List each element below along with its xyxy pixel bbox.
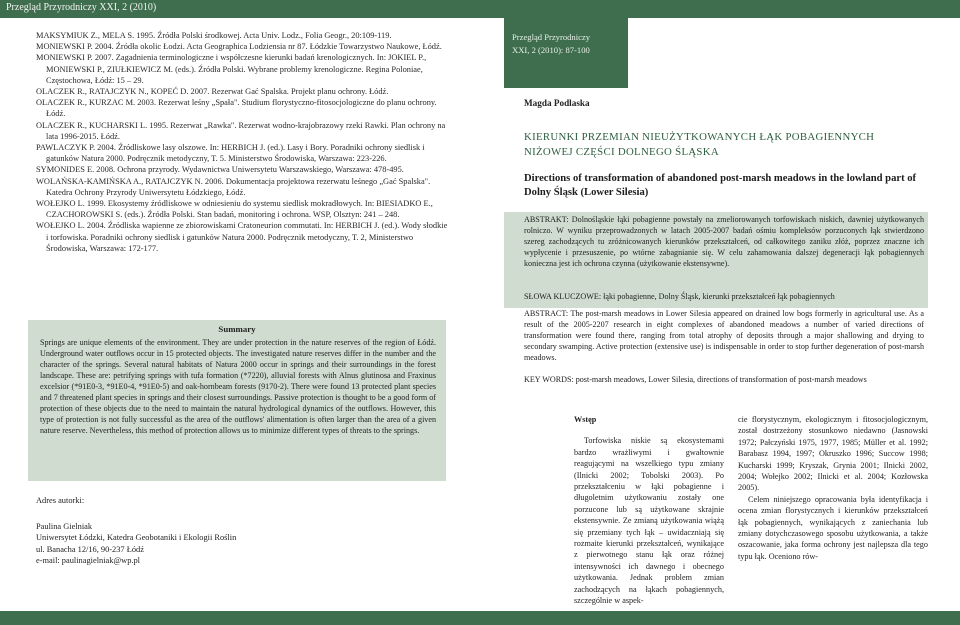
running-header (0, 0, 960, 18)
reference-item: OLACZEK R., KUCHARSKI L. 1995. Rezerwat „Rawka". Rezerwat wodno-krajobrazowy rzeki Rawki. Plan ochrony na lata 1996-2015. Łódź. (36, 120, 446, 141)
body-paragraph: cie florystycznym, ekologicznym i fitosocjologicznym, został dostrzeżony stosunkowo niedawno (Jasnowski 1972; Pałczyński 1975, 1977, 1985; Müller et al. 1992; Barabasz 1994, 1997; Okruszko 1996; Succow 1998; Kucharski 1999; Kryszak, Grynia 2001; Ilnicki 2002, 2004; Wołejko 2002; Ilnicki et al. 2004; Kozłowska 2005). (738, 415, 928, 493)
article-author: Magda Podlaska (524, 98, 590, 108)
body-paragraph: Celem niniejszego opracowania była identyfikacja i ocena zmian florystycznych i kierunków przekształceń łąk pobagiennych, wynikających z zaniechania lub zmiany dotychczasowego sposobu użytkowania, a także oszacowanie, jaka forma ochrony jest najlepsza dla tego typu łąk. Oceniono rów- (738, 494, 928, 561)
reference-item: PAWLACZYK P. 2004. Źródliskowe lasy olszowe. In: HERBICH J. (ed.). Lasy i Bory. Poradniki ochrony siedlisk i gatunków Natura 2000. Podręcznik metodyczny, T. 5. Ministerstwo Środowiska, Warszawa: 223-226. (36, 143, 425, 164)
reference-item: SYMONIDES E. 2008. Ochrona przyrody. Wydawnictwa Uniwersytetu Warszawskiego, Warszawa: 478-495. (36, 165, 404, 175)
body-column-1 (574, 414, 724, 607)
author-street: ul. Banacha 12/16, 90-237 Łódź (36, 544, 144, 554)
article-title-en: Directions of transformation of abandoned post-marsh meadows in the lowland part of Dolny Śląsk (Lower Silesia) (524, 173, 917, 198)
reference-item: WOŁEJKO L. 1999. Ekosystemy źródliskowe w odniesieniu do systemu siedlisk mokradłowych. In: BIESIADKO E., CZACHOROWSKI S. (eds.). Źródła Polski. Stan badań, monitoring i ochrona. WSP, Olsztyn: 241 – 248. (36, 199, 433, 220)
reference-item: MONIEWSKI P. 2004. Źródła okolic Łodzi. Acta Geographica Lodziensia nr 87. Łódzkie Towarzystwo Naukowe, Łódź. (36, 42, 442, 52)
reference-item: WOLAŃSKA-KAMIŃSKA A., RATAJCZYK N. 2006. Dokumentacja projektowa rezerwatu leśnego „Gać Spalska". Katedra Ochrony Przyrody Uniwersytetu Łódzkiego, Łódź. (36, 176, 431, 197)
reference-item: MAKSYMIUK Z., MELA S. 1995. Źródła Polski środkowej. Acta Univ. Lodz., Folia Geogr., 20:109-119. (36, 31, 392, 40)
article-title-pl: KIERUNKI PRZEMIAN NIEUŻYTKOWANYCH ŁĄK POBAGIENNYCH NIŻOWEJ CZĘŚCI DOLNEGO ŚLĄSKA (524, 131, 875, 158)
right-page (482, 18, 960, 608)
summary-title: Summary (218, 324, 256, 334)
reference-item: OLACZEK R., KURZAC M. 2003. Rezerwat leśny „Spała". Studium florystyczno-fitosocjologiczne do planu ochrony. Łódź. (36, 98, 437, 119)
body-column-2 (738, 414, 928, 562)
summary-text: Springs are unique elements of the environment. They are under protection in the nature reserves of the region of Łódź. Underground water outflows occur in 15 protected objects. The investigated nature reserves differ in the number and the character of the springs. Several natural habitats of Natura 2000 occur in springs and their surroundings in the forest landscape. These are: petrifying springs with tufa formation (*7220), alluvial forests with Alnus glutinosa and Fraxinus excelsior (*91E0-3, *91E0-4, *91E0-5) and oak-hornbeam forests (9170-2). There were found 13 protected plant species and 7 threatened plant species in springs and their closest surroundings. Passive protection is thought to be a good form of protection of these objects due to the need to maintain the natural hydrological dynamics of the outflows. However, this type of protection is not fully successful as the area of the outflows' alimentation is often larger than the area of a given nature reserve. Nevertheless, this method of protection allows us to minimize different types of threats to the springs. (40, 338, 436, 435)
keywords-en: KEY WORDS: post-marsh meadows, Lower Silesia, directions of transformation of post-marsh meadows (524, 375, 867, 384)
author-institution: Uniwersytet Łódzki, Katedra Geobotaniki i Ekologii Roślin (36, 533, 237, 542)
author-email: e-mail: paulinagielniak@wp.pl (36, 556, 140, 565)
reference-item: WOŁEJKO L. 2004. Źródliska wapienne ze zbiorowiskami Cratoneurion commutati. In: HERBICH J. (ed.). Wody słodkie i torfowiska. Poradniki ochrony siedlisk i gatunków Natura 2000. Podręcznik metodyczny, T. 2, Ministerstwo Środowiska, Warszawa: 172-177. (36, 221, 448, 253)
references-list (36, 30, 448, 254)
journal-info-box (504, 18, 628, 88)
left-page (0, 18, 478, 608)
summary-box (28, 320, 446, 481)
author-address (36, 495, 296, 567)
abstract-pl: ABSTRAKT: Dolnośląskie łąki pobagienne powstały na zmeliorowanych torfowiskach niskich, dawniej użytkowanych rolniczo. W wyniku przeprowadzonych w latach 2005-2007 badań ośmiu kompleksów porzuconych łąk stwierdzono szereg zachodzących tu zróżnicowanych kierunków przekształceń, od całkowitego zaniku złóż, poprzez znaczne ich wypłycenie i przesuszenie, po wtórne zabagnianie się. W celu zahamowania dalszej degeneracji łąk pobagiennych konieczna jest ich ochrona czynna (użytkowanie ekstensywne). (524, 215, 924, 268)
author-name: Paulina Gielniak (36, 521, 93, 531)
journal-issue: XXI, 2 (2010): 87-100 (512, 45, 590, 55)
running-title: Przegląd Przyrodniczy XXI, 2 (2010) (6, 2, 157, 13)
section-heading-intro: Wstęp (574, 415, 597, 424)
reference-item: MONIEWSKI P. 2007. Zagadnienia terminologiczne i współczesne kierunki badań krenologicznych. In: JOKIEL P., MONIEWSKI P., ZIUŁKIEWICZ M. (eds.). Źródła Polski. Wybrane problemy krenologiczne. Regina Poloniae, Częstochowa, Łódź: 15 – 29. (36, 53, 427, 85)
abstract-en: ABSTRACT: The post-marsh meadows in Lower Silesia appeared on drained low bogs formerly in agricultural use. As a result of the 2005-2207 research in eight complexes of abandoned meadows a number of varied directions of transformation were found there, ranging from total atrophy of deposits through a major shallowing and drying to secondary swamping. Active protection (extensive use) is indispensable in order to stop further degeneration of post-marsh meadows. (524, 309, 924, 362)
footer-bar (0, 611, 960, 625)
address-label: Adres autorki: (36, 496, 85, 505)
body-paragraph: Torfowiska niskie są ekosystemami bardzo wrażliwymi i gwałtownie reagującymi na wszelkiego typu zmiany (Ilnicki 2002; Tobolski 2003). Po przekształceniu w łąki pobagienne i długoletnim użytkowaniu zostały one porzucone lub są użytkowane skrajnie ekstensywnie. Ze zmianą użytkowania wiążą się przemiany tych łąk – uwidaczniają się rozmaite kierunki przekształceń, wynikające z pierwotnego stanu łąk oraz różnej intensywności ich dawnego i obecnego użytkowania. Jednak problem zmian zachodzących na łąkach pobagiennych, szczególnie w aspek- (574, 436, 724, 606)
journal-name: Przegląd Przyrodniczy (512, 32, 591, 42)
reference-item: OLACZEK R., RATAJCZYK N., KOPEĆ D. 2007. Rezerwat Gać Spalska. Projekt planu ochrony. Łódź. (36, 87, 389, 97)
keywords-pl: SŁOWA KLUCZOWE: łąki pobagienne, Dolny Śląsk, kierunki przekształceń łąk pobagiennych (524, 292, 835, 301)
